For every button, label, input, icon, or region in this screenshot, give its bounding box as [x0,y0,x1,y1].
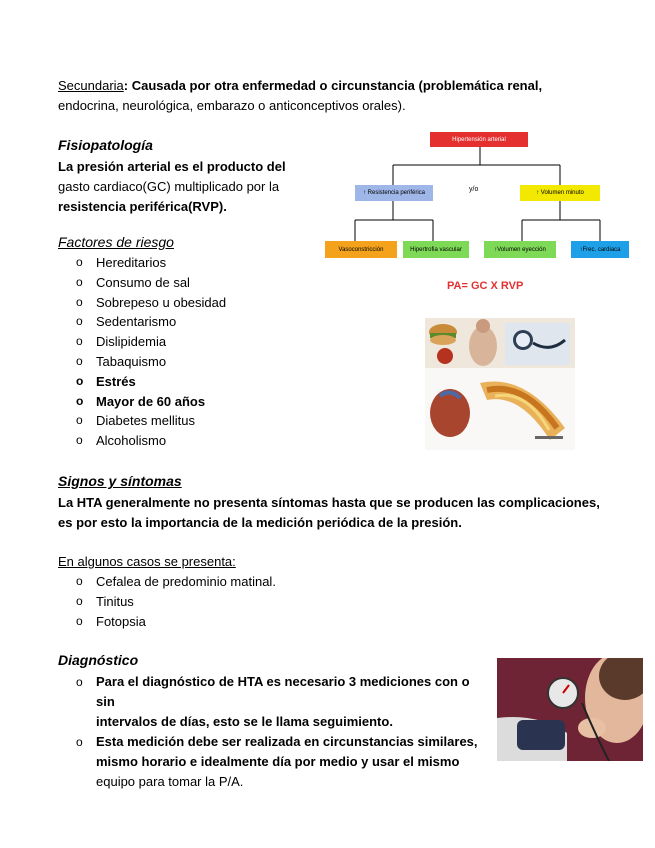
diagram-connector: y/o [469,186,479,193]
list-item: o Diabetes mellitus [76,413,195,429]
diagram-leaf-frec-cardiaca: ↑Frec. cardiaca [571,241,629,258]
diagram-leaf-hipertrofia: Hipertrofia vascular [403,241,469,258]
list-item: o Cefalea de predominio matinal. [76,574,276,589]
signos-list [58,572,358,631]
intro-label: Secundaria [58,78,124,93]
fisio-line-2: gasto cardiaco(GC) multiplicado por la [58,179,280,194]
list-item: o Sobrepeso u obesidad [76,294,227,310]
list-item: o Tinitus [76,593,134,609]
intro-text-2: endocrina, neurológica, embarazo o anticonceptivos orales). [58,98,406,113]
intro-text-1: : Causada por otra enfermedad o circunstancia (problemática renal, [123,78,543,93]
diagram-leaf-volumen-eyeccion: ↑Volumen eyección [484,241,556,258]
diagram-right: ↑ Volumen minuto [520,185,600,201]
list-item: o Consumo de sal [76,274,190,290]
signos-paragraph [58,493,638,533]
blood-pressure-illustration [497,658,643,761]
diagnostico-heading: Diagnóstico [58,652,139,668]
list-item: o Esta medición debe ser realizada en circunstancias similares, mismo horario e idealmente día por medio y usar el mismo equipo para tomar la P/A. [76,734,478,789]
list-item: o Para el diagnóstico de HTA es necesario 3 mediciones con o sin intervalos de días, esto se le llama seguimiento. [76,674,470,729]
diagram-left: ↑ Resistencia periférica [355,185,433,201]
diagram-root: Hipertensión arterial [430,132,528,147]
diagnostico-list [58,672,488,792]
list-item: o Alcoholismo [76,433,167,449]
fisio-line-3: resistencia periférica(RVP). [58,199,227,214]
collage-illustration [425,318,575,450]
signos-line-2: es por esto la importancia de la medición periódica de la presión. [58,515,462,530]
signos-heading: Signos y síntomas [58,473,182,489]
list-item: o Sedentarismo [76,314,177,330]
list-item: o Hereditarios [76,255,167,270]
list-item: o Dislipidemia [76,334,167,350]
fisiopatologia-text [58,157,328,217]
list-item: o Fotopsia [76,613,146,629]
fisiopatologia-heading: Fisiopatología [58,137,153,153]
diagram-leaf-vasoconstriccion: Vasoconstricción [325,241,397,258]
risk-factors-collage-image [425,318,575,450]
factores-list [58,253,318,451]
blood-pressure-photo [497,658,643,761]
factores-heading: Factores de riesgo [58,234,174,250]
intro-paragraph [58,76,618,116]
signos-line-1: La HTA generalmente no presenta síntomas hasta que se producen las complicaciones, [58,495,600,510]
list-item: o Tabaquismo [76,353,167,369]
list-item: o Estrés [76,373,136,389]
signos-subheading: En algunos casos se presenta: [58,554,236,569]
diagram-formula: PA= GC X RVP [447,280,524,292]
list-item: o Mayor de 60 años [76,393,206,409]
fisio-line-1: La presión arterial es el producto del [58,159,286,174]
